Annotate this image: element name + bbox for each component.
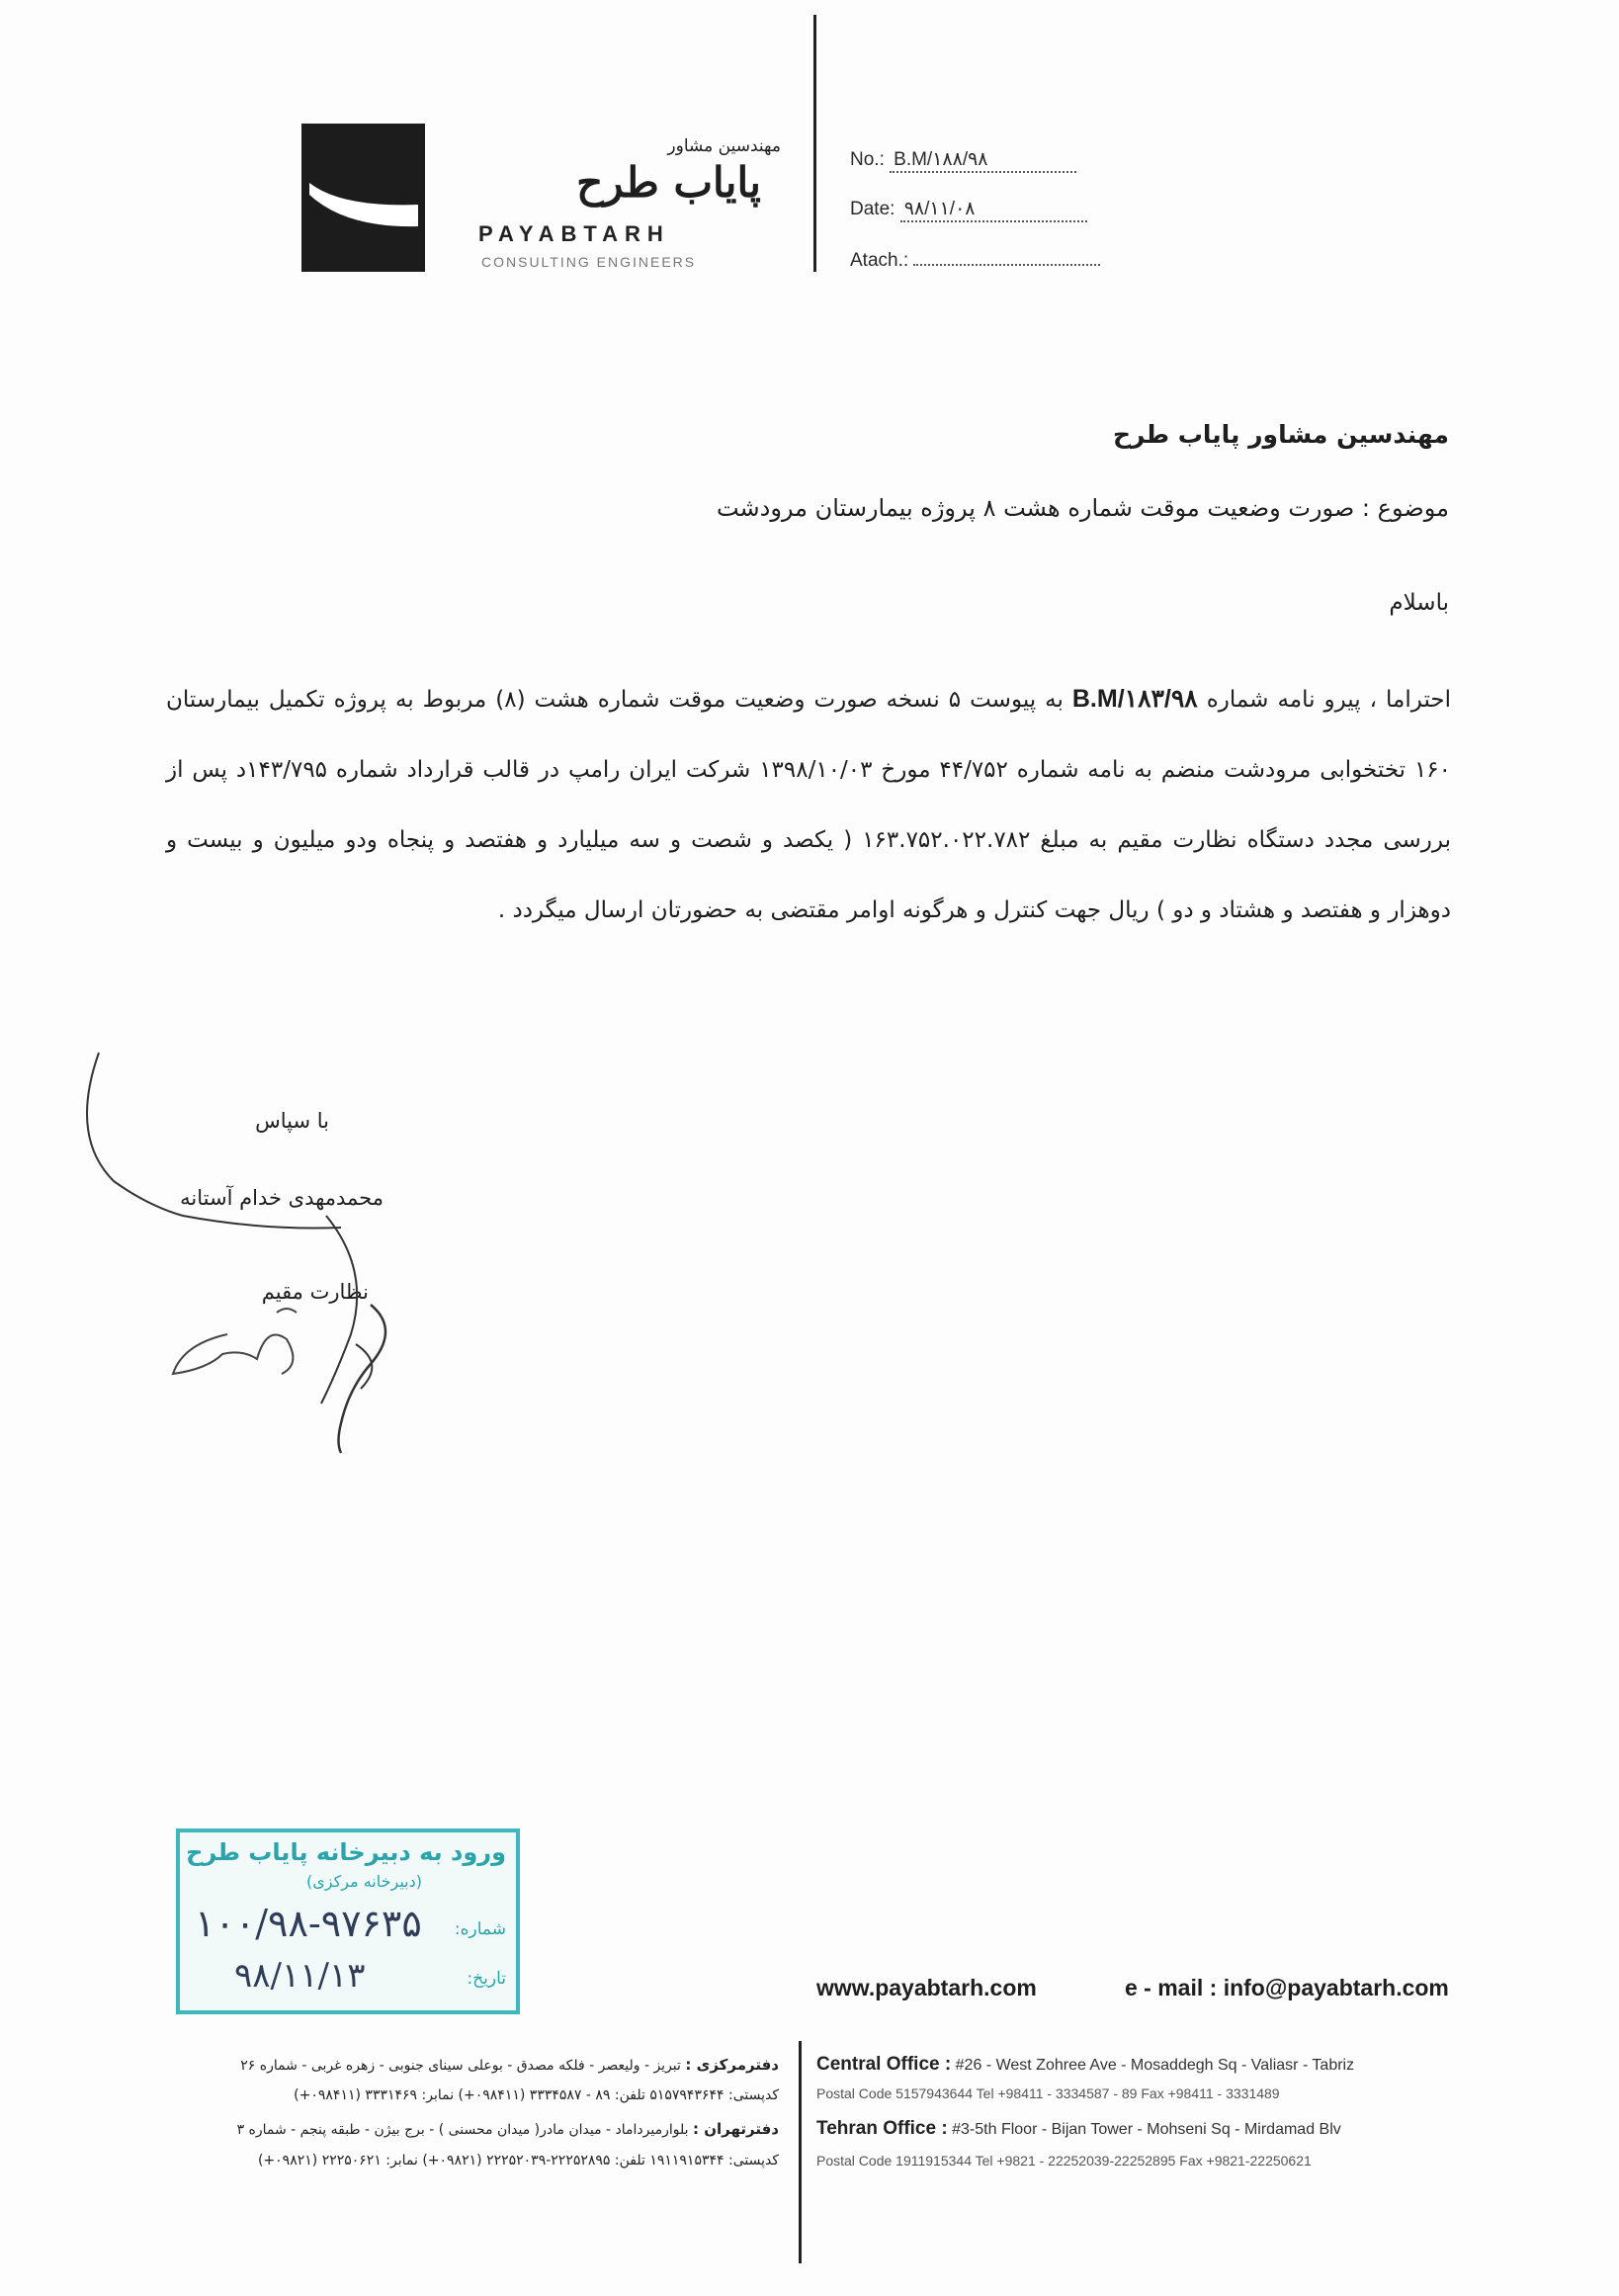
fa-central-label: دفترمرکزی : xyxy=(685,2056,779,2074)
footer-fa-tehran xyxy=(237,2120,779,2138)
handwritten-signature-icon xyxy=(74,1048,410,1463)
tehran-office-address: #3-5th Floor - Bijan Tower - Mohseni Sq - Mirdamad Blv xyxy=(952,2121,1341,2138)
logo-en-name: PAYABTARH xyxy=(478,221,670,246)
stamp-date-label: تاریخ: xyxy=(467,1969,506,1989)
footer-email: e - mail : info@payabtarh.com xyxy=(1125,1975,1449,2000)
letter-body-rest: به پیوست ۵ نسخه صورت وضعیت موقت شماره هشت (۸) مربوط به پروژه تکمیل بیمارستان ۱۶۰ تختخوابی مرودشت منضم به نامه شماره ۴۴/۷۵۲ مورخ ۱۳۹۸/۱۰/۰۳ شرکت ایران رامپ در قالب قرارداد شماره ۱۴۳/۷۹۵د پس از بررسی مجدد دستگاه نظارت مقیم به مبلغ ۱۶۳.۷۵۲.۰۲۲.۷۸۲ ( یکصد و شصت و سه میلیارد و هفتصد و پنجاه ودو میلیون و بیست و دوهزار و هفتصد و هشتاد و دو ) ریال جهت کنترل و هرگونه اوامر مقتضی به حضورتان ارسال میگردد . xyxy=(166,687,1451,923)
tehran-office-label: Tehran Office : xyxy=(816,2118,948,2139)
meta-attachment-label: Atach.: xyxy=(850,250,909,271)
footer-tehran-postal: Postal Code 1911915344 Tel +9821 - 22252039-22252895 Fax +9821-22250621 xyxy=(816,2153,1312,2168)
receipt-stamp xyxy=(176,1828,520,2014)
signer-title: نظارت مقیم xyxy=(261,1280,369,1304)
meta-number-value: B.M/۱۸۸/۹۸ xyxy=(890,148,1076,173)
meta-date xyxy=(850,198,1087,222)
letter-subject: موضوع : صورت وضعیت موقت شماره هشت ۸ پروژه بیمارستان مرودشت xyxy=(716,494,1449,522)
letter-reference-number: B.M/۱۸۳/۹۸ xyxy=(1071,685,1198,713)
signer-name: محمدمهدی خدام آستانه xyxy=(180,1186,383,1210)
central-office-address: #26 - West Zohree Ave - Mosaddegh Sq - Valiasr - Tabriz xyxy=(955,2057,1355,2074)
footer-tehran-office xyxy=(816,2118,1341,2140)
footer-central-office xyxy=(816,2054,1354,2076)
stamp-subtitle: (دبیرخانه مرکزی) xyxy=(306,1872,422,1891)
meta-number xyxy=(850,148,1076,173)
meta-date-value: ۹۸/۱۱/۰۸ xyxy=(900,198,1087,222)
logo-en-subtitle: CONSULTING ENGINEERS xyxy=(481,254,697,270)
footer-fa-central-postal: کدپستی: ۵۱۵۷۹۴۳۶۴۴ تلفن: ۸۹ - ۳۳۳۴۵۸۷ (۰۹۸۴۱۱+) نمابر: ۳۳۳۱۴۶۹ (۰۹۸۴۱۱+) xyxy=(294,2087,779,2103)
logo-stroke-icon xyxy=(301,124,425,272)
stamp-title: ورود به دبیرخانه پایاب طرح xyxy=(186,1838,506,1866)
meta-number-label: No.: xyxy=(850,149,885,170)
footer-fa-central xyxy=(240,2056,779,2074)
central-office-label: Central Office : xyxy=(816,2054,952,2075)
header-divider xyxy=(813,15,816,272)
footer-divider xyxy=(799,2041,802,2263)
meta-attachment-value xyxy=(913,264,1100,266)
logo-fa-name: پایاب طرح xyxy=(576,158,761,207)
meta-date-label: Date: xyxy=(850,199,895,219)
letter-body xyxy=(166,664,1451,946)
fa-central-address: تبریز - ولیعصر - فلکه مصدق - بوعلی سینای جنوبی - زهره غربی - شماره ۲۶ xyxy=(240,2058,686,2074)
letter-body-start: احتراما ، پیرو نامه شماره xyxy=(1197,687,1451,713)
footer-website: www.payabtarh.com xyxy=(816,1975,1037,2000)
fa-tehran-address: بلوارمیرداماد - میدان مادر( میدان محسنی ) - برج بیژن - طبقه پنجم - شماره ۳ xyxy=(236,2122,693,2138)
fa-tehran-label: دفترتهران : xyxy=(692,2120,779,2138)
letter-closing: با سپاس xyxy=(255,1109,329,1133)
letter-recipient: مهندسین مشاور پایاب طرح xyxy=(1112,420,1449,449)
letter-greeting: باسلام xyxy=(1389,590,1449,616)
logo-fa-subtitle: مهندسین مشاور xyxy=(667,136,781,156)
meta-attachment xyxy=(850,250,1100,272)
stamp-date-value: ۹۸/۱۱/۱۳ xyxy=(234,1956,366,1996)
company-logo-icon xyxy=(301,124,425,272)
footer-central-postal: Postal Code 5157943644 Tel +98411 - 3334587 - 89 Fax +98411 - 3331489 xyxy=(816,2085,1280,2101)
stamp-number-label: شماره: xyxy=(454,1919,506,1939)
footer-fa-tehran-postal: کدپستی: ۱۹۱۱۹۱۵۳۴۴ تلفن: ۲۲۲۵۲۸۹۵-۲۲۲۵۲۰۳۹ (۰۹۸۲۱+) نمابر: ۲۲۲۵۰۶۲۱ (۰۹۸۲۱+) xyxy=(257,2153,779,2168)
stamp-number-value: ۱۰۰/۹۸-۹۷۶۳۵ xyxy=(195,1902,422,1945)
